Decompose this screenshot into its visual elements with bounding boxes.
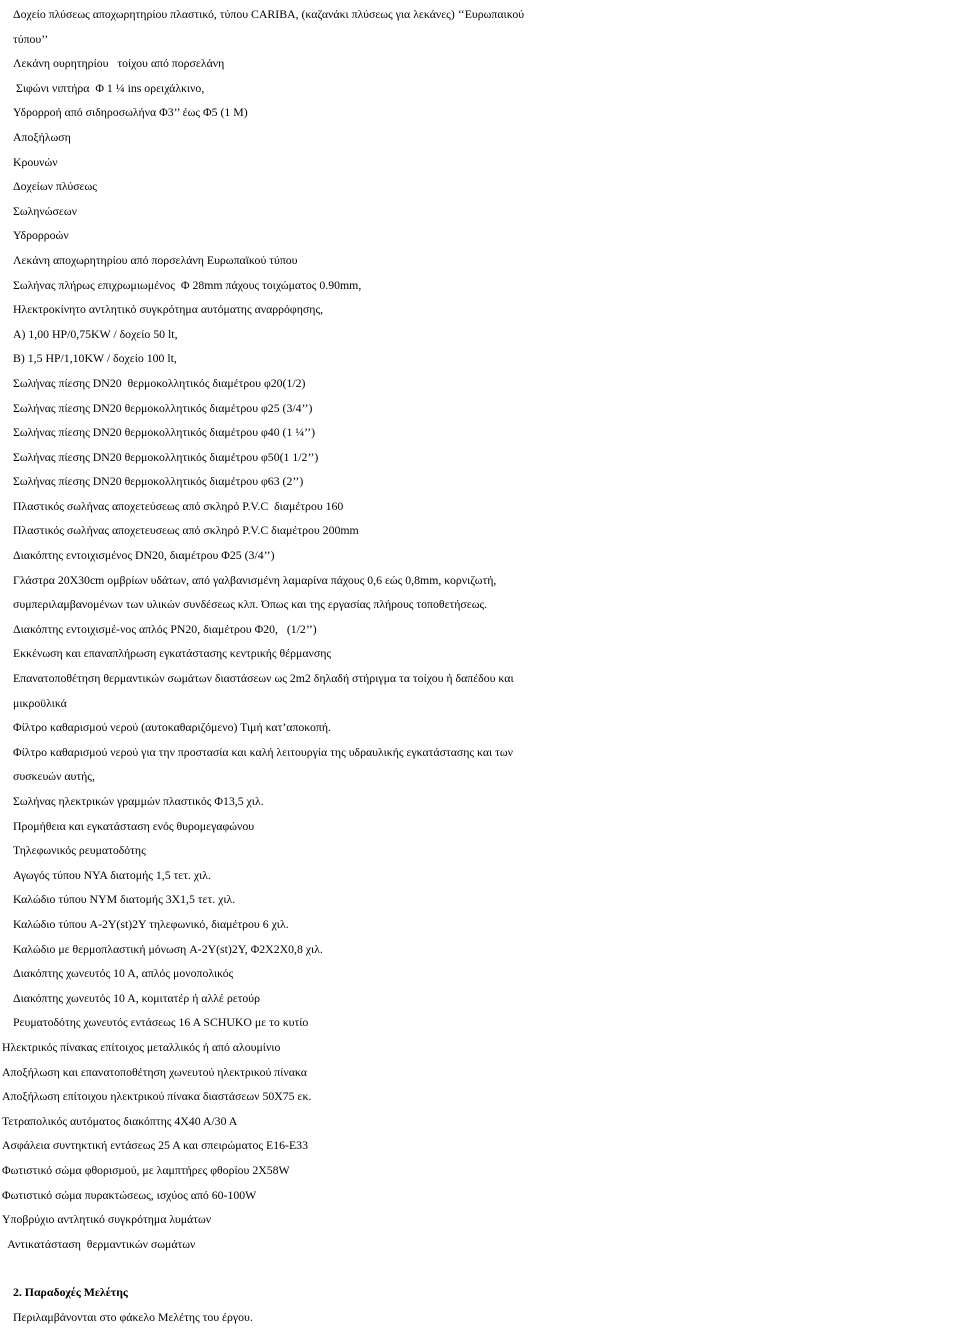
text-line: Σωλήνας πίεσης DN20 θερμοκολλητικός διαμέτρου φ40 (1 ¼’’) (13, 425, 316, 440)
section-body: Περιλαμβάνονται στο φάκελο Μελέτης του έργου. (13, 1309, 253, 1324)
text-line: Β) 1,5 HP/1,10KW / δοχείο 100 lt, (13, 351, 177, 366)
text-line: Τετραπολικός αυτόματος διακόπτης 4Χ40 Α/30 Α (2, 1113, 238, 1128)
text-line: Σωλήνας πίεσης DN20 θερμοκολλητικός διαμέτρου φ63 (2’’) (13, 474, 304, 489)
text-line: Αποξήλωση και επανατοποθέτηση χωνευτού ηλεκτρικού πίνακα (2, 1064, 307, 1079)
text-line: Αποξήλωση επίτοιχου ηλεκτρικού πίνακα διαστάσεων 50Χ75 εκ. (2, 1089, 312, 1104)
text-line: Επανατοποθέτηση θερμαντικών σωμάτων διαστάσεων ως 2m2 δηλαδή στήριγμα τα τοίχου ή δαπέδου και (13, 671, 514, 686)
text-line: Φωτιστικό σώμα φθορισμού, με λαμπτήρες φθορίου 2Χ58W (2, 1162, 290, 1177)
text-line: Καλώδιο τύπου A-2Y(st)2Y τηλεφωνικό, διαμέτρου 6 χιλ. (13, 916, 289, 931)
text-line: Δοχείο πλύσεως αποχωρητηρίου πλαστικό, τύπου CARIBA, (καζανάκι πλύσεως για λεκάνες) ‘‘Ευρωπαικού (13, 7, 525, 21)
text-line: Φίλτρο καθαρισμού νερού (αυτοκαθαριζόμενο) Τιμή κατ’αποκοπή. (13, 720, 331, 735)
spacer (0, 1256, 960, 1280)
text-line: Κρουνών (13, 154, 58, 169)
text-line: Πλαστικός σωλήνας αποχετευσεως από σκληρό P.V.C διαμέτρου 200mm (13, 523, 359, 538)
text-line: Διακόπτης χωνευτός 10 Α, κομιτατέρ ή αλλέ ρετούρ (13, 990, 261, 1005)
text-line: Διακόπτης εντοιχισμέ-νος απλός PN20, διαμέτρου Φ20, (1/2’’) (13, 621, 317, 636)
text-line: Ηλεκτροκίνητο αντλητικό συγκρότημα αυτόματης αναρρόφησης, (13, 302, 324, 317)
text-line: Υποβρύχιο αντλητικό συγκρότημα λυμάτων (2, 1212, 212, 1227)
text-line: τύπου’’ (13, 31, 49, 46)
text-line: Λεκάνη ουρητηρίου τοίχου από πορσελάνη (13, 56, 225, 71)
text-line: Διακόπτης εντοιχισμένος DN20, διαμέτρου Φ25 (3/4’’) (13, 548, 275, 563)
text-line: Ηλεκτρικός πίνακας επίτοιχος μεταλλικός ή από αλουμίνιο (2, 1039, 281, 1054)
document-body (0, 2, 960, 1329)
text-line: Προμήθεια και εγκατάσταση ενός θυρομεγαφώνου (13, 818, 255, 833)
text-line: Υδρορροή από σιδηροσωλήνα Φ3’’ έως Φ5 (1 M) (13, 105, 248, 120)
text-line: Α) 1,00 HP/0,75KW / δοχείο 50 lt, (13, 326, 178, 341)
text-line: Δοχείων πλύσεως (13, 179, 97, 194)
text-line: μικροϋλικά (13, 695, 67, 710)
item-list (0, 2, 960, 1256)
text-line: συμπεριλαμβανομένων των υλικών συνδέσεως κλπ. Όπως και της εργασίας πλήρους τοποθετήσεως. (13, 597, 488, 612)
text-line: Εκκένωση και επαναπλήρωση εγκατάστασης κεντρικής θέρμανσης (13, 646, 332, 661)
text-line: Καλώδιο τύπου NYM διατομής 3X1,5 τετ. χιλ. (13, 892, 236, 907)
text-line: Καλώδιο με θερμοπλαστική μόνωση A-2Y(st)2Y, Φ2Χ2Χ0,8 χιλ. (13, 941, 323, 956)
text-line: Φωτιστικό σώμα πυρακτώσεως, ισχύος από 60-100W (2, 1187, 257, 1202)
text-line: Φίλτρο καθαρισμού νερού για την προστασία και καλή λειτουργία της υδραυλικής εγκατάστασης και των (13, 744, 514, 759)
text-line: Πλαστικός σωλήνας αποχετεύσεως από σκληρό P.V.C διαμέτρου 160 (13, 498, 344, 513)
text-line: Σωλήνας πίεσης DN20 θερμοκολλητικός διαμέτρου φ25 (3/4’’) (13, 400, 313, 415)
text-line: Αγωγός τύπου NYA διατομής 1,5 τετ. χιλ. (13, 867, 211, 882)
text-line: Διακόπτης χωνευτός 10 Α, απλός μονοπολικός (13, 966, 234, 981)
text-line: Σωλήνας πλήρως επιχρωμιωμένος Φ 28mm πάχους τοιχώματος 0.90mm, (13, 277, 362, 292)
text-line: Αντικατάσταση θερμαντικών σωμάτων (2, 1236, 196, 1251)
text-line: συσκευών αυτής, (13, 769, 95, 784)
text-line: Λεκάνη αποχωρητηρίου από πορσελάνη Ευρωπαϊκού τύπου (13, 252, 298, 267)
text-line: Γλάστρα 20Χ30cm ομβρίων υδάτων, από γαλβανισμένη λαμαρίνα πάχους 0,6 εώς 0,8mm, κορνιζωτή, (13, 572, 497, 587)
text-line: Αποξήλωση (13, 129, 71, 144)
text-line: Τηλεφωνικός ρευματοδότης (13, 843, 146, 858)
text-line: Σωλήνας πίεσης DN20 θερμοκολλητικός διαμέτρου φ50(1 1/2’’) (13, 449, 319, 464)
section-heading: 2. Παραδοχές Μελέτης (13, 1285, 128, 1300)
text-line: Σιφώνι νιπτήρα Φ 1 ¼ ins ορειχάλκινο, (13, 80, 205, 95)
text-line: Σωλήνας πίεσης DN20 θερμοκολλητικός διαμέτρου φ20(1/2) (13, 375, 306, 390)
text-line: Υδρορροών (13, 228, 69, 243)
text-line: Ρευματοδότης χωνευτός εντάσεως 16 Α SCHUKO με το κυτίο (13, 1015, 309, 1030)
text-line: Σωλήνας ηλεκτρικών γραμμών πλαστικός Φ13,5 χιλ. (13, 794, 264, 808)
text-line: Ασφάλεια συντηκτική εντάσεως 25 Α και σπειρώματος Ε16-Ε33 (2, 1138, 308, 1153)
text-line: Σωληνώσεων (13, 203, 77, 218)
